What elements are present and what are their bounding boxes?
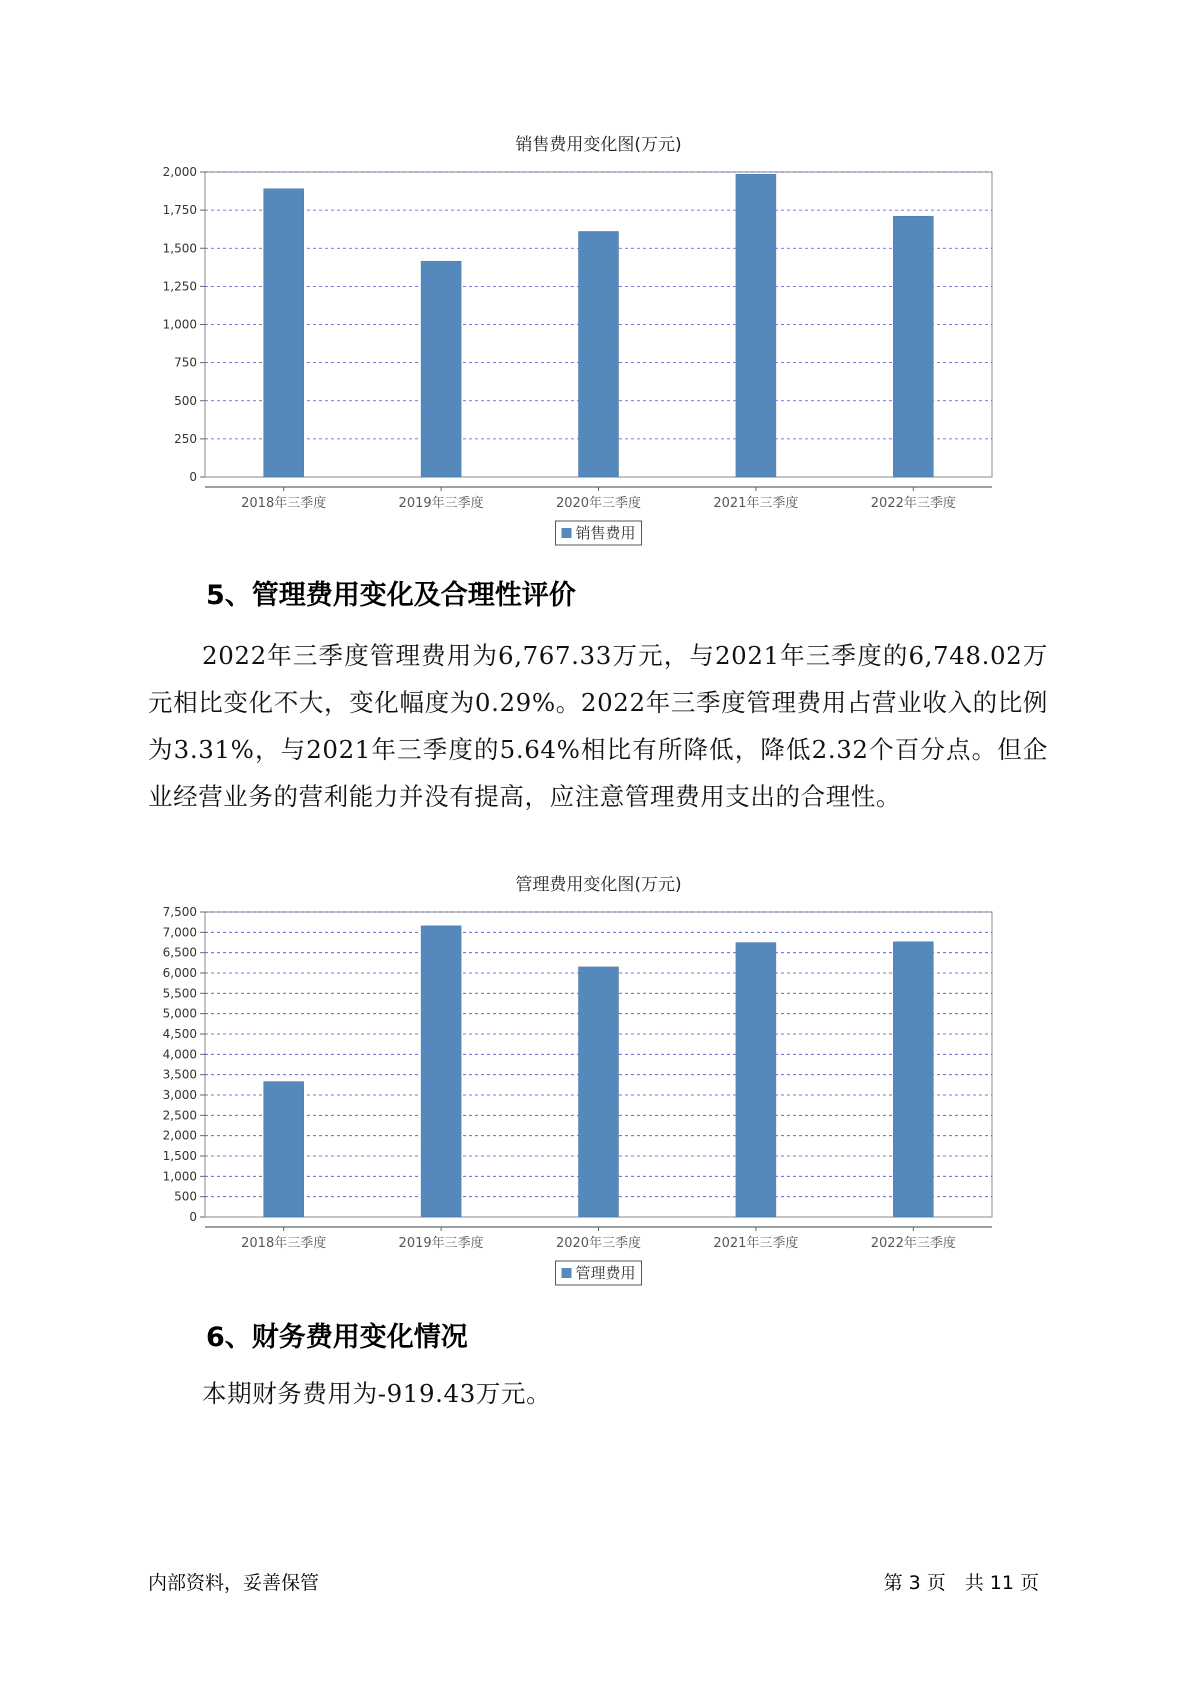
y-tick-label: 500 (174, 1189, 197, 1204)
bar (421, 926, 461, 1217)
y-tick-label: 0 (189, 470, 197, 484)
y-tick-label: 7,000 (162, 925, 197, 940)
legend-swatch (562, 1268, 572, 1278)
x-tick-label: 2021年三季度 (713, 496, 799, 511)
y-tick-label: 1,500 (162, 241, 197, 256)
y-tick-label: 1,500 (162, 1149, 197, 1163)
y-tick-label: 500 (174, 393, 197, 408)
x-tick-label: 2020年三季度 (555, 1236, 642, 1251)
y-tick-label: 1,750 (162, 203, 197, 218)
sales-expense-chart-svg (148, 120, 1028, 550)
bar (893, 216, 933, 477)
bar (579, 231, 619, 477)
y-tick-label: 250 (174, 431, 197, 446)
bar (893, 942, 933, 1217)
x-tick-label: 2022年三季度 (870, 496, 956, 511)
y-tick-label: 1,250 (162, 279, 197, 294)
footer-left: 内部资料，妥善保管 (148, 1572, 320, 1594)
footer-page-number: 第 3 页 共 11 页 (883, 1572, 1039, 1594)
legend-swatch (562, 528, 572, 538)
x-tick-label: 2018年三季度 (241, 496, 327, 511)
section-5-paragraph: 2022年三季度管理费用为6,767.33万元，与2021年三季度的6,748.02万元相比变化不大，变化幅度为0.29%。2022年三季度管理费用占营业收入的比例为3.31%，与2021年三季度的5.64%相比有所降低，降低2.32个百分点。但企业经营业务的营利能力并没有提高，应注意管理费用支出的合理性。 (148, 641, 1048, 811)
legend-label: 管理费用 (575, 1264, 636, 1282)
sales-expense-chart (148, 120, 1028, 550)
y-tick-label: 4,000 (162, 1047, 197, 1062)
y-tick-label: 0 (189, 1210, 197, 1224)
y-tick-label: 5,000 (162, 1006, 197, 1021)
y-tick-label: 1,000 (162, 1169, 197, 1184)
y-tick-label: 7,500 (162, 905, 197, 919)
x-tick-label: 2022年三季度 (870, 1236, 956, 1251)
y-tick-label: 3,000 (162, 1088, 197, 1102)
section-5-heading: 5、管理费用变化及合理性评价 (206, 580, 576, 611)
y-tick-label: 5,500 (162, 986, 197, 1001)
section-6-paragraph: 本期财务费用为-919.43万元。 (202, 1379, 552, 1408)
y-tick-label: 2,000 (162, 165, 197, 179)
chart-title: 管理费用变化图(万元) (515, 875, 682, 895)
management-expense-chart-svg (148, 860, 1028, 1290)
y-tick-label: 750 (174, 355, 197, 370)
y-tick-label: 6,000 (162, 966, 197, 980)
y-tick-label: 4,500 (162, 1027, 197, 1041)
x-tick-label: 2021年三季度 (713, 1236, 799, 1251)
bar (736, 943, 776, 1217)
bar (264, 189, 304, 477)
x-tick-label: 2019年三季度 (398, 496, 484, 511)
bar (579, 967, 619, 1217)
bar (736, 174, 776, 477)
x-tick-label: 2020年三季度 (555, 496, 642, 511)
y-tick-label: 6,500 (162, 945, 197, 960)
x-tick-label: 2019年三季度 (398, 1236, 484, 1251)
y-tick-label: 1,000 (162, 317, 197, 332)
section-6-heading: 6、财务费用变化情况 (206, 1322, 468, 1353)
y-tick-label: 2,000 (162, 1128, 197, 1143)
management-expense-chart (148, 860, 1028, 1290)
y-tick-label: 2,500 (162, 1108, 197, 1123)
y-tick-label: 3,500 (162, 1067, 197, 1082)
x-tick-label: 2018年三季度 (241, 1236, 327, 1251)
legend-label: 销售费用 (575, 524, 636, 542)
chart-title: 销售费用变化图(万元) (515, 135, 682, 155)
bar (421, 261, 461, 477)
bar (264, 1082, 304, 1217)
